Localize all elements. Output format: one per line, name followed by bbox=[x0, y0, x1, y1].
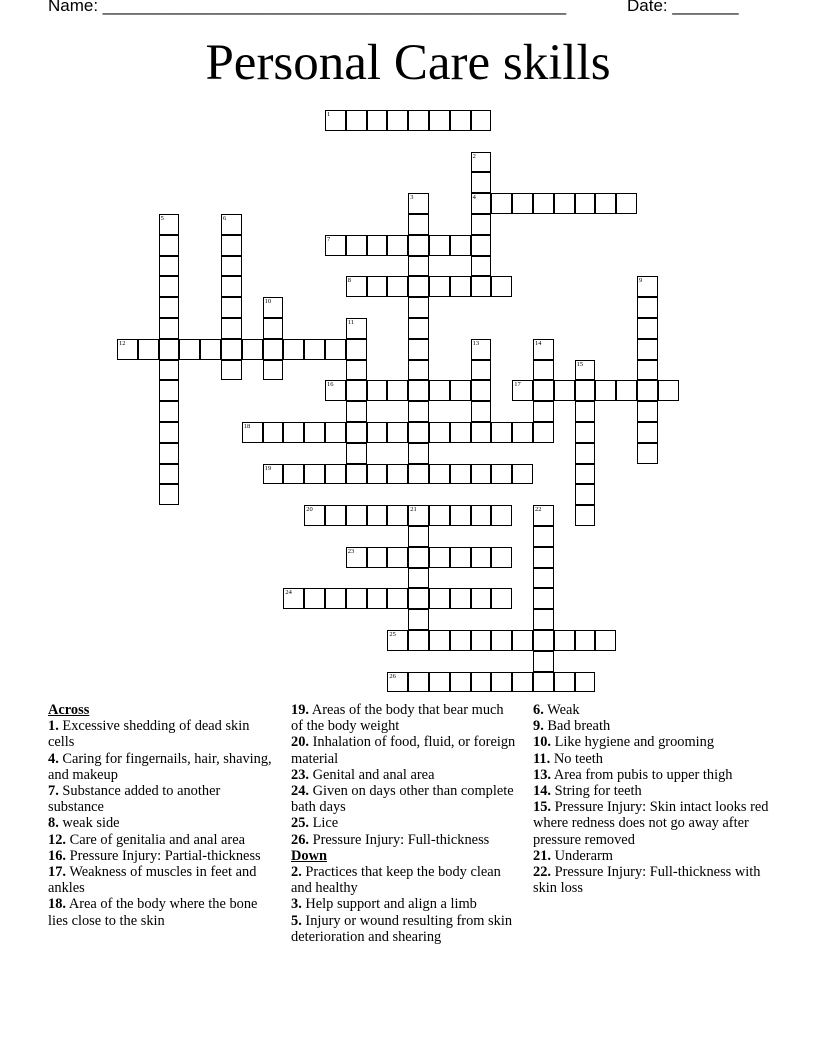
grid-cell[interactable] bbox=[263, 464, 284, 485]
grid-cell[interactable] bbox=[637, 443, 658, 464]
grid-cell[interactable] bbox=[512, 630, 533, 651]
clue-column-3 bbox=[533, 702, 769, 896]
grid-cell[interactable] bbox=[346, 318, 367, 339]
grid-cell[interactable] bbox=[221, 318, 242, 339]
cell-number: 8 bbox=[347, 277, 352, 285]
cell-number: 2 bbox=[472, 152, 476, 160]
grid-cell[interactable] bbox=[387, 276, 408, 297]
grid-cell[interactable] bbox=[471, 630, 492, 651]
grid-cell[interactable] bbox=[408, 672, 429, 693]
grid-cell[interactable] bbox=[637, 339, 658, 360]
cell-number: 25 bbox=[389, 631, 396, 638]
grid-cell[interactable] bbox=[408, 526, 429, 547]
grid-cell[interactable] bbox=[450, 422, 471, 443]
grid-cell[interactable] bbox=[533, 401, 554, 422]
grid-cell[interactable] bbox=[429, 464, 450, 485]
grid-cell[interactable] bbox=[471, 339, 492, 360]
cell-number: 20 bbox=[306, 506, 313, 514]
grid-cell[interactable] bbox=[159, 422, 180, 443]
grid-cell[interactable] bbox=[408, 588, 429, 609]
grid-cell[interactable] bbox=[533, 339, 554, 360]
grid-cell[interactable] bbox=[471, 360, 492, 381]
grid-cell[interactable] bbox=[637, 401, 658, 422]
grid-cell[interactable] bbox=[450, 547, 471, 568]
cell-number: 18 bbox=[243, 423, 251, 430]
grid-cell[interactable] bbox=[471, 422, 492, 443]
grid-cell[interactable] bbox=[637, 422, 658, 443]
grid-cell[interactable] bbox=[346, 505, 367, 526]
cell-number: 13 bbox=[472, 339, 480, 347]
grid-cell[interactable] bbox=[471, 464, 492, 485]
page-title: Personal Care skills bbox=[205, 35, 611, 91]
grid-cell[interactable] bbox=[471, 380, 492, 401]
grid-cell[interactable] bbox=[221, 339, 242, 360]
grid-cell[interactable] bbox=[304, 464, 325, 485]
grid-cell[interactable] bbox=[450, 110, 471, 131]
clue-down-9: 9. Bad breath bbox=[533, 718, 611, 735]
grid-cell[interactable] bbox=[429, 588, 450, 609]
clue-down-22: 22. Pressure Injury: Full-thickness with skin loss bbox=[533, 864, 761, 897]
grid-cell[interactable] bbox=[346, 110, 367, 131]
grid-cell[interactable] bbox=[159, 360, 180, 381]
cell-number: 1 bbox=[327, 111, 331, 118]
grid-cell[interactable] bbox=[387, 380, 408, 401]
grid-cell[interactable] bbox=[408, 401, 429, 422]
grid-cell[interactable] bbox=[408, 297, 429, 318]
grid-cell[interactable] bbox=[429, 276, 450, 297]
grid-cell[interactable] bbox=[429, 422, 450, 443]
grid-cell[interactable] bbox=[242, 422, 263, 443]
grid-cell[interactable] bbox=[450, 505, 471, 526]
grid-cell[interactable] bbox=[346, 547, 367, 568]
grid-cell[interactable] bbox=[450, 276, 471, 297]
grid-cell[interactable] bbox=[221, 256, 242, 277]
grid-cell[interactable] bbox=[325, 235, 346, 256]
grid-cell[interactable] bbox=[471, 672, 492, 693]
grid-cell[interactable] bbox=[429, 505, 450, 526]
grid-cell[interactable] bbox=[533, 360, 554, 381]
grid-cell[interactable] bbox=[616, 380, 637, 401]
grid-cell[interactable] bbox=[575, 484, 596, 505]
clue-across-26: 26. Pressure Injury: Full-thickness bbox=[291, 831, 490, 848]
grid-cell[interactable] bbox=[471, 152, 492, 173]
grid-cell[interactable] bbox=[491, 505, 512, 526]
grid-cell[interactable] bbox=[387, 672, 408, 693]
grid-cell[interactable] bbox=[346, 422, 367, 443]
cell-number: 6 bbox=[223, 215, 227, 222]
grid-cell[interactable] bbox=[554, 380, 575, 401]
grid-cell[interactable] bbox=[367, 422, 388, 443]
grid-cell[interactable] bbox=[221, 297, 242, 318]
grid-cell[interactable] bbox=[408, 318, 429, 339]
grid-cell[interactable] bbox=[117, 339, 138, 360]
clue-across-16: 16. Pressure Injury: Partial-thickness bbox=[48, 847, 261, 864]
grid-cell[interactable] bbox=[575, 401, 596, 422]
grid-cell[interactable] bbox=[512, 672, 533, 693]
grid-cell[interactable] bbox=[429, 235, 450, 256]
grid-cell[interactable] bbox=[637, 297, 658, 318]
grid-cell[interactable] bbox=[346, 235, 367, 256]
grid-cell[interactable] bbox=[387, 422, 408, 443]
grid-cell[interactable] bbox=[471, 110, 492, 131]
grid-cell[interactable] bbox=[159, 380, 180, 401]
cell-number: 12 bbox=[119, 339, 126, 347]
clue-down-5: 5. Injury or wound resulting from skin deterioration and shearing bbox=[291, 912, 513, 945]
grid-cell[interactable] bbox=[242, 339, 263, 360]
grid-cell[interactable] bbox=[575, 672, 596, 693]
grid-cell[interactable] bbox=[471, 235, 492, 256]
grid-cell[interactable] bbox=[595, 380, 616, 401]
clue-down-6: 6. Weak bbox=[533, 702, 580, 718]
clue-across-7: 7. Substance added to another substance bbox=[48, 783, 221, 816]
grid-cell[interactable] bbox=[575, 193, 596, 214]
grid-cell[interactable] bbox=[263, 360, 284, 381]
cell-number: 26 bbox=[389, 672, 396, 680]
grid-cell[interactable] bbox=[263, 422, 284, 443]
grid-cell[interactable] bbox=[221, 360, 242, 381]
clue-across-17: 17. Weakness of muscles in feet and ankles bbox=[48, 864, 257, 897]
clue-down-15: 15. Pressure Injury: Skin intact looks red where redness does not go away after pressure removed bbox=[533, 799, 769, 848]
grid-cell[interactable] bbox=[408, 339, 429, 360]
grid-cell[interactable] bbox=[408, 360, 429, 381]
clue-across-4: 4. Caring for fingernails, hair, shaving, and makeup bbox=[48, 750, 272, 783]
grid-cell[interactable] bbox=[159, 401, 180, 422]
grid-cell[interactable] bbox=[575, 464, 596, 485]
grid-cell[interactable] bbox=[325, 110, 346, 131]
grid-cell[interactable] bbox=[408, 256, 429, 277]
grid-cell[interactable] bbox=[450, 672, 471, 693]
grid-cell[interactable] bbox=[179, 339, 200, 360]
grid-cell[interactable] bbox=[595, 193, 616, 214]
grid-cell[interactable] bbox=[200, 339, 221, 360]
cell-number: 23 bbox=[347, 547, 355, 555]
grid-cell[interactable] bbox=[387, 547, 408, 568]
cell-number: 10 bbox=[264, 298, 272, 306]
clue-down-10: 10. Like hygiene and grooming bbox=[533, 734, 715, 751]
grid-cell[interactable] bbox=[471, 401, 492, 422]
grid-cell[interactable] bbox=[533, 609, 554, 630]
grid-cell[interactable] bbox=[387, 588, 408, 609]
grid-cell[interactable] bbox=[408, 630, 429, 651]
grid-cell[interactable] bbox=[325, 505, 346, 526]
grid-cell[interactable] bbox=[367, 110, 388, 131]
grid-cell[interactable] bbox=[450, 380, 471, 401]
down-heading: Down bbox=[291, 847, 327, 864]
grid-cell[interactable] bbox=[575, 380, 596, 401]
cell-number: 24 bbox=[285, 589, 292, 597]
grid-cell[interactable] bbox=[159, 214, 180, 235]
grid-cell[interactable] bbox=[450, 588, 471, 609]
grid-cell[interactable] bbox=[159, 276, 180, 297]
grid-cell[interactable] bbox=[471, 172, 492, 193]
grid-cell[interactable] bbox=[616, 193, 637, 214]
grid-cell[interactable] bbox=[325, 380, 346, 401]
grid-cell[interactable] bbox=[575, 505, 596, 526]
grid-cell[interactable] bbox=[367, 235, 388, 256]
grid-cell[interactable] bbox=[429, 630, 450, 651]
grid-cell[interactable] bbox=[491, 672, 512, 693]
grid-cell[interactable] bbox=[595, 630, 616, 651]
grid-cell[interactable] bbox=[533, 672, 554, 693]
clue-across-24: 24. Given on days other than complete bath days bbox=[291, 783, 514, 816]
grid-cell[interactable] bbox=[408, 547, 429, 568]
grid-cell[interactable] bbox=[471, 588, 492, 609]
grid-cell[interactable] bbox=[575, 360, 596, 381]
clue-across-18: 18. Area of the body where the bone lies close to the skin bbox=[48, 896, 258, 929]
grid-cell[interactable] bbox=[367, 380, 388, 401]
grid-cell[interactable] bbox=[325, 422, 346, 443]
grid-cell[interactable] bbox=[554, 630, 575, 651]
clue-across-19: 19. Areas of the body that bear much of the body weight bbox=[291, 702, 504, 735]
grid-cell[interactable] bbox=[637, 318, 658, 339]
clue-down-2: 2. Practices that keep the body clean and healthy bbox=[291, 864, 501, 897]
grid-cell[interactable] bbox=[429, 110, 450, 131]
grid-cell[interactable] bbox=[491, 547, 512, 568]
cell-number: 4 bbox=[472, 194, 476, 202]
grid-cell[interactable] bbox=[325, 339, 346, 360]
grid-cell[interactable] bbox=[408, 422, 429, 443]
grid-cell[interactable] bbox=[533, 526, 554, 547]
cell-number: 7 bbox=[327, 235, 331, 243]
clue-down-21: 21. Underarm bbox=[533, 847, 613, 864]
grid-cell[interactable] bbox=[304, 339, 325, 360]
grid-cell[interactable] bbox=[471, 505, 492, 526]
grid-cell[interactable] bbox=[367, 505, 388, 526]
grid-cell[interactable] bbox=[367, 464, 388, 485]
grid-cell[interactable] bbox=[283, 422, 304, 443]
cell-number: 15 bbox=[576, 360, 584, 368]
grid-cell[interactable] bbox=[491, 630, 512, 651]
grid-cell[interactable] bbox=[637, 360, 658, 381]
grid-cell[interactable] bbox=[491, 193, 512, 214]
grid-cell[interactable] bbox=[159, 464, 180, 485]
grid-cell[interactable] bbox=[408, 568, 429, 589]
grid-cell[interactable] bbox=[471, 214, 492, 235]
clue-down-11: 11. No teeth bbox=[533, 750, 603, 767]
grid-cell[interactable] bbox=[159, 484, 180, 505]
cell-number: 19 bbox=[264, 464, 272, 472]
clue-across-1: 1. Excessive shedding of dead skin cells bbox=[48, 718, 250, 751]
grid-cell[interactable] bbox=[491, 422, 512, 443]
grid-cell[interactable] bbox=[367, 547, 388, 568]
grid-cell[interactable] bbox=[159, 339, 180, 360]
grid-cell[interactable] bbox=[491, 464, 512, 485]
grid-cell[interactable] bbox=[283, 464, 304, 485]
grid-cell[interactable] bbox=[346, 380, 367, 401]
grid-cell[interactable] bbox=[367, 588, 388, 609]
grid-cell[interactable] bbox=[533, 651, 554, 672]
date-field[interactable]: Date: _______ bbox=[627, 0, 739, 15]
clue-down-3: 3. Help support and align a limb bbox=[291, 896, 477, 913]
grid-cell[interactable] bbox=[575, 630, 596, 651]
grid-cell[interactable] bbox=[387, 630, 408, 651]
grid-cell[interactable] bbox=[221, 276, 242, 297]
grid-cell[interactable] bbox=[367, 276, 388, 297]
grid-cell[interactable] bbox=[387, 110, 408, 131]
cell-number: 16 bbox=[327, 381, 334, 389]
grid-cell[interactable] bbox=[408, 214, 429, 235]
grid-cell[interactable] bbox=[221, 235, 242, 256]
grid-cell[interactable] bbox=[387, 235, 408, 256]
grid-cell[interactable] bbox=[512, 380, 533, 401]
grid-cell[interactable] bbox=[512, 422, 533, 443]
grid-cell[interactable] bbox=[429, 380, 450, 401]
cell-number: 5 bbox=[160, 215, 164, 222]
grid-cell[interactable] bbox=[575, 443, 596, 464]
grid-cell[interactable] bbox=[325, 588, 346, 609]
cell-number: 14 bbox=[535, 339, 542, 347]
grid-cell[interactable] bbox=[533, 380, 554, 401]
grid-cell[interactable] bbox=[471, 276, 492, 297]
grid-cell[interactable] bbox=[658, 380, 679, 401]
grid-cell[interactable] bbox=[159, 235, 180, 256]
grid-cell[interactable] bbox=[450, 464, 471, 485]
grid-cell[interactable] bbox=[263, 318, 284, 339]
cell-number: 21 bbox=[410, 506, 417, 514]
grid-cell[interactable] bbox=[346, 276, 367, 297]
grid-cell[interactable] bbox=[533, 193, 554, 214]
grid-cell[interactable] bbox=[429, 672, 450, 693]
cell-number: 3 bbox=[410, 194, 414, 202]
grid-cell[interactable] bbox=[450, 235, 471, 256]
grid-cell[interactable] bbox=[575, 422, 596, 443]
grid-cell[interactable] bbox=[471, 256, 492, 277]
grid-cell[interactable] bbox=[325, 464, 346, 485]
grid-cell[interactable] bbox=[138, 339, 159, 360]
grid-cell[interactable] bbox=[512, 193, 533, 214]
grid-cell[interactable] bbox=[283, 339, 304, 360]
clue-across-20: 20. Inhalation of food, fluid, or foreign material bbox=[291, 734, 516, 767]
cell-number: 17 bbox=[514, 381, 521, 389]
grid-cell[interactable] bbox=[533, 547, 554, 568]
grid-cell[interactable] bbox=[512, 464, 533, 485]
grid-cell[interactable] bbox=[263, 297, 284, 318]
grid-cell[interactable] bbox=[637, 380, 658, 401]
grid-cell[interactable] bbox=[408, 276, 429, 297]
grid-cell[interactable] bbox=[408, 609, 429, 630]
grid-cell[interactable] bbox=[554, 193, 575, 214]
grid-cell[interactable] bbox=[533, 505, 554, 526]
clue-across-12: 12. Care of genitalia and anal area bbox=[48, 831, 245, 848]
grid-cell[interactable] bbox=[408, 443, 429, 464]
grid-cell[interactable] bbox=[346, 443, 367, 464]
grid-cell[interactable] bbox=[304, 505, 325, 526]
grid-cell[interactable] bbox=[533, 422, 554, 443]
cell-number: 9 bbox=[639, 277, 643, 285]
clue-across-23: 23. Genital and anal area bbox=[291, 766, 435, 783]
clue-column-1 bbox=[48, 702, 274, 929]
grid-cell[interactable] bbox=[283, 588, 304, 609]
clue-down-14: 14. String for teeth bbox=[533, 783, 642, 800]
grid-cell[interactable] bbox=[408, 235, 429, 256]
grid-cell[interactable] bbox=[408, 193, 429, 214]
grid-cell[interactable] bbox=[491, 588, 512, 609]
grid-cell[interactable] bbox=[221, 214, 242, 235]
grid-cell[interactable] bbox=[159, 297, 180, 318]
grid-cell[interactable] bbox=[491, 276, 512, 297]
grid-cell[interactable] bbox=[346, 360, 367, 381]
grid-cell[interactable] bbox=[346, 464, 367, 485]
name-field[interactable]: Name: _________________________________________________ bbox=[48, 0, 567, 15]
clue-across-8: 8. weak side bbox=[48, 815, 120, 832]
grid-cell[interactable] bbox=[408, 464, 429, 485]
grid-cell[interactable] bbox=[159, 256, 180, 277]
grid-cell[interactable] bbox=[450, 630, 471, 651]
grid-cell[interactable] bbox=[533, 588, 554, 609]
grid-cell[interactable] bbox=[304, 422, 325, 443]
grid-cell[interactable] bbox=[408, 110, 429, 131]
grid-cell[interactable] bbox=[408, 380, 429, 401]
clue-column-2 bbox=[291, 702, 517, 945]
grid-cell[interactable] bbox=[387, 505, 408, 526]
grid-cell[interactable] bbox=[346, 339, 367, 360]
grid-cell[interactable] bbox=[533, 568, 554, 589]
grid-cell[interactable] bbox=[471, 193, 492, 214]
grid-cell[interactable] bbox=[637, 276, 658, 297]
clue-across-25: 25. Lice bbox=[291, 815, 339, 832]
grid-cell[interactable] bbox=[554, 672, 575, 693]
grid-cell[interactable] bbox=[159, 443, 180, 464]
grid-cell[interactable] bbox=[533, 630, 554, 651]
grid-cell[interactable] bbox=[387, 464, 408, 485]
grid-cell[interactable] bbox=[471, 547, 492, 568]
grid-cell[interactable] bbox=[429, 547, 450, 568]
across-heading: Across bbox=[48, 702, 90, 718]
grid-cell[interactable] bbox=[304, 588, 325, 609]
cell-number: 22 bbox=[535, 506, 542, 514]
grid-cell[interactable] bbox=[346, 401, 367, 422]
grid-cell[interactable] bbox=[159, 318, 180, 339]
grid-cell[interactable] bbox=[408, 505, 429, 526]
grid-cell[interactable] bbox=[346, 588, 367, 609]
cell-number: 11 bbox=[347, 319, 355, 326]
grid-cell[interactable] bbox=[263, 339, 284, 360]
clue-down-13: 13. Area from pubis to upper thigh bbox=[533, 766, 733, 783]
